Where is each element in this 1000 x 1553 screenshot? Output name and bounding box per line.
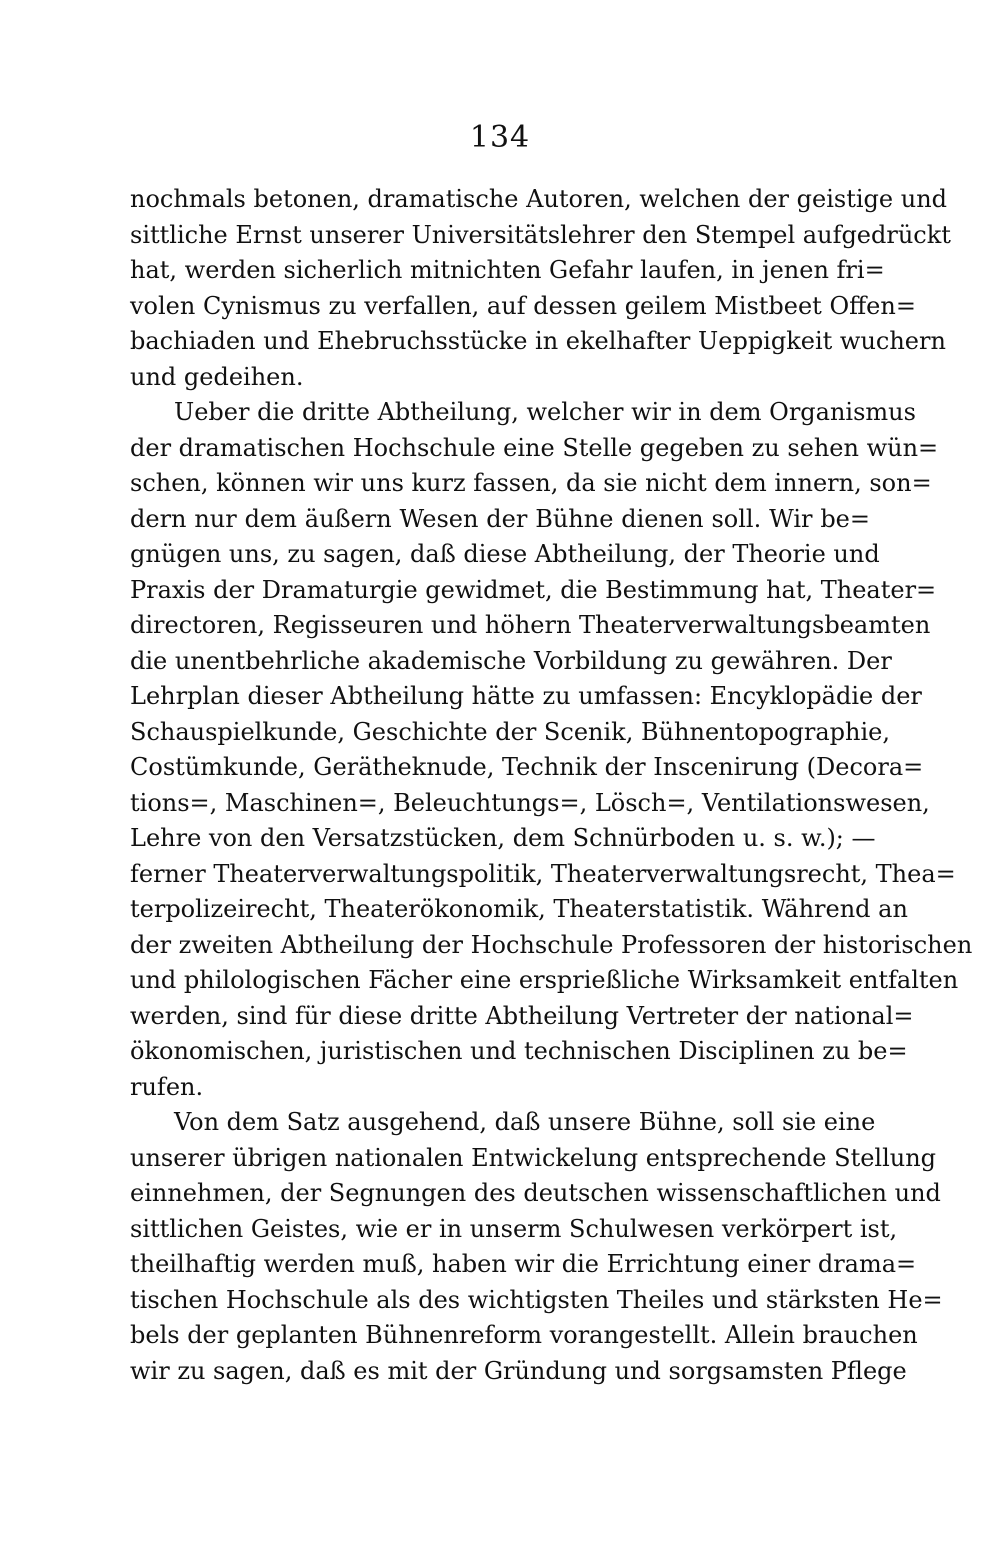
text-line: der zweiten Abtheilung der Hochschule Professoren der historischen xyxy=(130,930,973,959)
text-line: werden, sind für diese dritte Abtheilung Vertreter der national= xyxy=(130,1001,914,1030)
text-line: Praxis der Dramaturgie gewidmet, die Bestimmung hat, Theater= xyxy=(130,575,937,604)
text-line: dern nur dem äußern Wesen der Bühne dienen soll. Wir be= xyxy=(130,504,870,533)
text-line: tions=, Maschinen=, Beleuchtungs=, Lösch=, Ventilationswesen, xyxy=(130,788,930,817)
text-line: gnügen uns, zu sagen, daß diese Abtheilung, der Theorie und xyxy=(130,540,880,568)
page-number: 134 xyxy=(469,120,531,155)
text-line: sittliche Ernst unserer Universitätslehrer den Stempel aufgedrückt xyxy=(130,220,951,249)
text-line: ferner Theaterverwaltungspolitik, Theaterverwaltungsrecht, Thea= xyxy=(130,859,956,888)
paragraph xyxy=(130,1105,943,1389)
text-line: hat, werden sicherlich mitnichten Gefahr laufen, in jenen fri= xyxy=(130,256,885,284)
paragraph xyxy=(130,182,951,395)
text-line: bachiaden und Ehebruchsstücke in ekelhafter Ueppigkeit wuchern xyxy=(130,327,946,355)
text-line: einnehmen, der Segnungen des deutschen wissenschaftlichen und xyxy=(130,1179,941,1207)
text-line: sittlichen Geistes, wie er in unserm Schulwesen verkörpert ist, xyxy=(130,1214,898,1243)
text-line: bels der geplanten Bühnenreform vorangestellt. Allein brauchen xyxy=(130,1321,918,1349)
text-line: wir zu sagen, daß es mit der Gründung und sorgsamsten Pflege xyxy=(130,1356,907,1385)
text-line: ökonomischen, juristischen und technischen Disciplinen zu be= xyxy=(130,1037,908,1065)
text-line: Lehre von den Versatzstücken, dem Schnürboden u. s. w.); — xyxy=(130,824,876,852)
text-line: Costümkunde, Gerätheknude, Technik der Inscenirung (Decora= xyxy=(130,753,924,781)
text-line: nochmals betonen, dramatische Autoren, welchen der geistige und xyxy=(130,185,948,213)
text-line: unserer übrigen nationalen Entwickelung entsprechende Stellung xyxy=(130,1143,937,1172)
text-line: Lehrplan dieser Abtheilung hätte zu umfassen: Encyklopädie der xyxy=(130,682,922,710)
text-line: die unentbehrliche akademische Vorbildung zu gewähren. Der xyxy=(130,646,892,675)
text-line: Ueber die dritte Abtheilung, welcher wir in dem Organismus xyxy=(174,398,916,426)
text-line: rufen. xyxy=(130,1072,204,1101)
text-line: Von dem Satz ausgehend, daß unsere Bühne, soll sie eine xyxy=(174,1108,876,1136)
paragraph xyxy=(130,395,973,1105)
text-line: directoren, Regisseuren und höhern Theaterverwaltungsbeamten xyxy=(130,611,931,639)
text-line: schen, können wir uns kurz fassen, da sie nicht dem innern, son= xyxy=(130,469,932,497)
text-line: volen Cynismus zu verfallen, auf dessen geilem Mistbeet Offen= xyxy=(130,291,916,320)
body-text xyxy=(130,182,973,1389)
text-line: der dramatischen Hochschule eine Stelle gegeben zu sehen wün= xyxy=(130,433,939,462)
text-line: Schauspielkunde, Geschichte der Scenik, Bühnentopographie, xyxy=(130,717,890,746)
text-line: theilhaftig werden muß, haben wir die Errichtung einer drama= xyxy=(130,1250,917,1278)
text-line: terpolizeirecht, Theaterökonomik, Theaterstatistik. Während an xyxy=(130,895,908,923)
text-line: und gedeihen. xyxy=(130,362,304,391)
text-line: und philologischen Fächer eine ersprießliche Wirksamkeit entfalten xyxy=(130,966,959,994)
text-line: tischen Hochschule als des wichtigsten Theiles und stärksten He= xyxy=(130,1285,943,1314)
